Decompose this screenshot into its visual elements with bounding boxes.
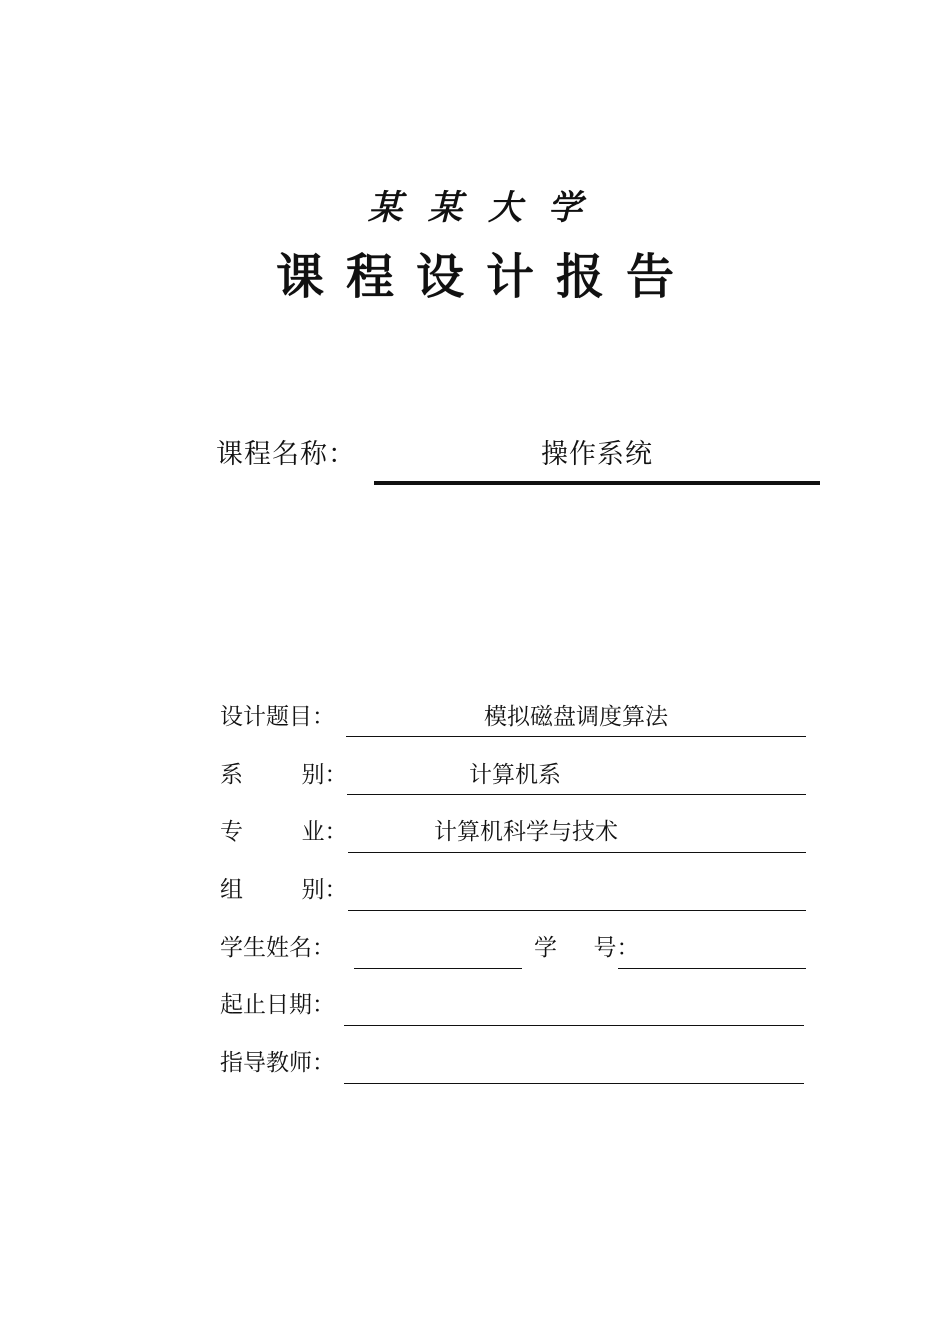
topic-value: 模拟磁盘调度算法 [484,704,668,730]
student-name-underline [354,968,522,969]
dates-underline [344,1025,804,1026]
student-row [220,931,810,971]
major-underline [348,852,806,853]
topic-row [220,700,810,740]
department-underline [347,794,806,795]
student-id-underline [618,968,806,969]
topic-underline [346,736,806,737]
report-title: 课程设计报告 [275,249,696,305]
group-row [220,873,810,913]
department-label: 系 别： [220,762,348,788]
course-name-underline [374,481,820,485]
department-value: 计算机系 [469,762,561,788]
department-row [220,758,810,798]
advisor-label: 指导教师： [220,1050,335,1076]
student-id-label: 学 号： [534,935,640,961]
dates-row [220,988,810,1028]
group-label: 组 别： [220,877,348,903]
major-row [220,815,810,855]
major-label: 专 业： [220,819,348,845]
course-name-label: 课程名称： [216,439,356,470]
course-name-value: 操作系统 [541,439,653,470]
major-value: 计算机科学与技术 [434,819,618,845]
advisor-row [220,1046,810,1086]
dates-label: 起止日期： [220,992,335,1018]
topic-label: 设计题目： [220,704,335,730]
course-name-row [216,437,820,487]
group-underline [348,910,806,911]
student-name-label: 学生姓名： [220,935,335,961]
university-name: 某某大学 [368,188,608,228]
advisor-underline [344,1083,804,1084]
